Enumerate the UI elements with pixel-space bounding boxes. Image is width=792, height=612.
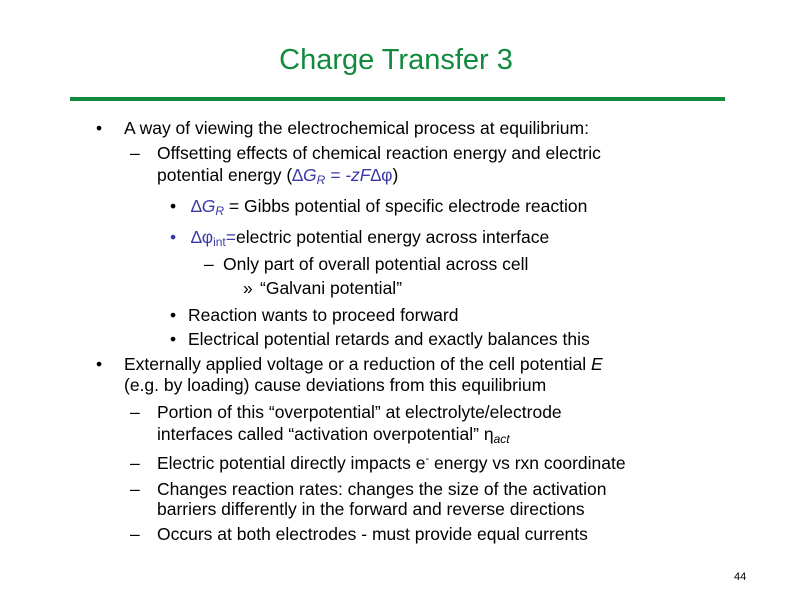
text-run: electric potential energy across interface <box>235 227 550 247</box>
bullet-2-sub-3-line-1: Changes reaction rates: changes the size of the activation <box>157 479 607 499</box>
bullet-2-line-2: (e.g. by loading) cause deviations from this equilibrium <box>124 375 547 395</box>
text-run: interfaces called “activation overpotential” <box>157 424 484 444</box>
equation-text: = -zF∆ <box>325 165 382 185</box>
text-run: potential energy ( <box>157 165 293 185</box>
bullet-2-sub-1-line-1: Portion of this “overpotential” at electrolyte/electrode <box>157 402 562 422</box>
dash-marker: – <box>204 254 214 274</box>
subscript-r: R <box>316 173 326 187</box>
subscript-act: act <box>493 432 510 446</box>
equals-sign: = <box>225 227 236 247</box>
bullet-2-sub-4: Occurs at both electrodes - must provide equal currents <box>157 524 588 544</box>
dot-marker: • <box>170 305 177 325</box>
delta-symbol: ∆ <box>292 165 303 185</box>
dash-marker: – <box>130 524 140 544</box>
dash-marker: – <box>130 143 140 163</box>
bullet-1-chev: “Galvani potential” <box>260 278 403 298</box>
bullet-1-dot-2 <box>191 227 549 247</box>
superscript-minus: - <box>425 453 430 465</box>
bullet-marker: • <box>96 118 103 138</box>
bullet-2-sub-3-line-2: barriers differently in the forward and reverse directions <box>157 499 585 519</box>
title-rule <box>70 97 725 101</box>
page-number: 44 <box>734 571 747 583</box>
dot-marker: • <box>170 329 177 349</box>
text-run: Externally applied voltage or a reduction of the cell potential <box>124 354 591 374</box>
dash-marker: – <box>130 453 140 473</box>
bullet-2-sub-2 <box>157 453 626 473</box>
text-run: ) <box>392 165 399 185</box>
bullet-1-dot-3: Reaction wants to proceed forward <box>188 305 459 325</box>
bullet-1-dash-3: Only part of overall potential across cell <box>223 254 529 274</box>
gibbs-symbol: G <box>302 165 317 185</box>
bullet-marker: • <box>96 354 103 374</box>
dash-marker: – <box>130 402 140 422</box>
bullet-1-sub-1-line-2 <box>157 165 398 185</box>
gibbs-symbol: G <box>201 196 216 216</box>
bullet-1-dot-4: Electrical potential retards and exactly balances this <box>188 329 590 349</box>
delta-symbol: ∆ <box>191 196 202 216</box>
bullet-2-line-1 <box>124 354 603 374</box>
subscript-r: R <box>215 204 225 218</box>
chevron-marker: » <box>243 278 253 298</box>
bullet-1-text: A way of viewing the electrochemical process at equilibrium: <box>124 118 589 138</box>
bullet-2-sub-1-line-2 <box>157 424 510 444</box>
phi-symbol: φ <box>381 165 393 185</box>
slide-title: Charge Transfer 3 <box>279 44 513 76</box>
cell-potential-symbol: E <box>590 354 603 374</box>
text-run: Electric potential directly impacts e <box>157 453 426 473</box>
dash-marker: – <box>130 479 140 499</box>
bullet-1-sub-1-line-1: Offsetting effects of chemical reaction energy and electric <box>157 143 601 163</box>
subscript-int: int <box>213 235 226 249</box>
text-run: energy vs rxn coordinate <box>429 453 626 473</box>
dot-marker: • <box>170 227 177 247</box>
delta-phi-symbol: ∆φ <box>191 227 214 247</box>
bullet-1-dot-1 <box>191 196 587 216</box>
dot-marker: • <box>170 196 177 216</box>
text-run: = Gibbs potential of specific electrode reaction <box>224 196 588 216</box>
eta-symbol: η <box>483 424 494 444</box>
